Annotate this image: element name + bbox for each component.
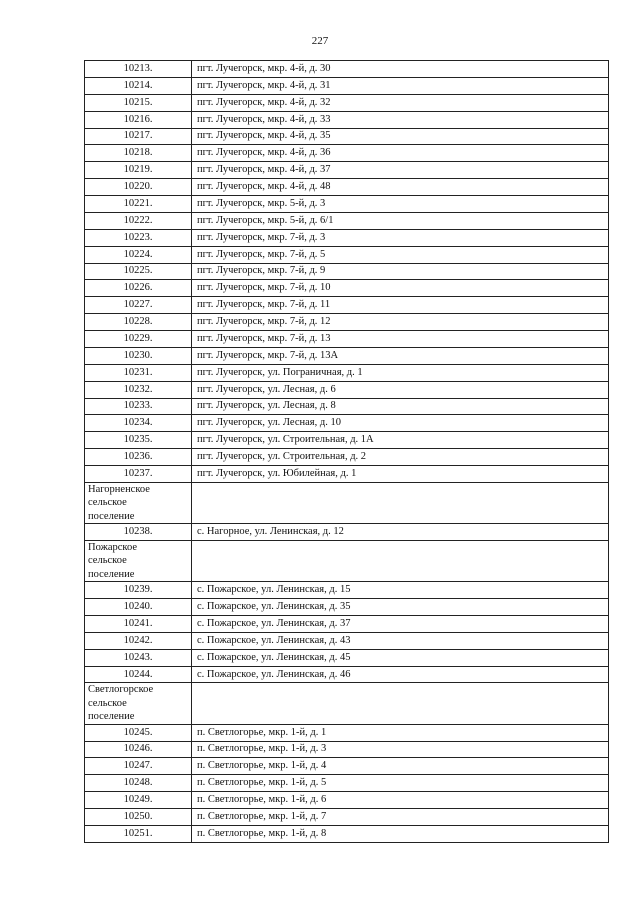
- empty-cell: [192, 683, 609, 724]
- table-row: [85, 649, 609, 666]
- entry-address: п. Светлогорье, мкр. 1-й, д. 4: [192, 758, 609, 775]
- entry-number: 10251.: [85, 825, 192, 842]
- table-row: [85, 724, 609, 741]
- entry-address: пгт. Лучегорск, мкр. 4-й, д. 36: [192, 145, 609, 162]
- entry-address: с. Нагорное, ул. Ленинская, д. 12: [192, 524, 609, 541]
- entry-address: пгт. Лучегорск, мкр. 7-й, д. 13А: [192, 347, 609, 364]
- entry-number: 10231.: [85, 364, 192, 381]
- table-row: [85, 758, 609, 775]
- empty-cell: [192, 482, 609, 523]
- table-row: [85, 632, 609, 649]
- entry-address: пгт. Лучегорск, мкр. 4-й, д. 48: [192, 179, 609, 196]
- entry-number: 10215.: [85, 94, 192, 111]
- table-row: [85, 263, 609, 280]
- settlement-heading-line: Светлогорское: [88, 684, 154, 696]
- entry-address: с. Пожарское, ул. Ленинская, д. 35: [192, 599, 609, 616]
- entry-number: 10241.: [85, 615, 192, 632]
- entry-address: с. Пожарское, ул. Ленинская, д. 43: [192, 632, 609, 649]
- table-row: [85, 466, 609, 483]
- table-row: [85, 599, 609, 616]
- table-row: [85, 111, 609, 128]
- entry-address: пгт. Лучегорск, мкр. 4-й, д. 37: [192, 162, 609, 179]
- entry-address: пгт. Лучегорск, мкр. 4-й, д. 30: [192, 61, 609, 78]
- table-row: [85, 246, 609, 263]
- table-row: [85, 314, 609, 331]
- entry-number: 10213.: [85, 61, 192, 78]
- entry-address: п. Светлогорье, мкр. 1-й, д. 5: [192, 775, 609, 792]
- entry-address: пгт. Лучегорск, мкр. 4-й, д. 35: [192, 128, 609, 145]
- table-row: [85, 94, 609, 111]
- entry-address: пгт. Лучегорск, мкр. 4-й, д. 31: [192, 77, 609, 94]
- settlement-heading-line: поселение: [88, 568, 135, 580]
- entry-address: пгт. Лучегорск, мкр. 7-й, д. 11: [192, 297, 609, 314]
- entry-number: 10240.: [85, 599, 192, 616]
- entry-address: п. Светлогорье, мкр. 1-й, д. 6: [192, 792, 609, 809]
- table-row: [85, 229, 609, 246]
- entry-address: с. Пожарское, ул. Ленинская, д. 46: [192, 666, 609, 683]
- entry-number: 10237.: [85, 466, 192, 483]
- entry-address: п. Светлогорье, мкр. 1-й, д. 1: [192, 724, 609, 741]
- settlement-heading: [85, 540, 192, 581]
- entry-address: п. Светлогорье, мкр. 1-й, д. 3: [192, 741, 609, 758]
- entry-number: 10214.: [85, 77, 192, 94]
- entry-number: 10242.: [85, 632, 192, 649]
- entry-number: 10226.: [85, 280, 192, 297]
- entry-number: 10222.: [85, 212, 192, 229]
- entry-address: пгт. Лучегорск, мкр. 7-й, д. 3: [192, 229, 609, 246]
- entry-number: 10239.: [85, 582, 192, 599]
- entry-number: 10229.: [85, 331, 192, 348]
- entry-address: с. Пожарское, ул. Ленинская, д. 37: [192, 615, 609, 632]
- section-row: [85, 482, 609, 523]
- entry-number: 10225.: [85, 263, 192, 280]
- section-row: [85, 540, 609, 581]
- settlement-heading-line: сельское: [88, 697, 127, 709]
- table-row: [85, 331, 609, 348]
- table-body: [85, 61, 609, 843]
- entry-number: 10244.: [85, 666, 192, 683]
- entry-number: 10220.: [85, 179, 192, 196]
- settlement-heading-line: поселение: [88, 711, 135, 723]
- entry-address: пгт. Лучегорск, ул. Лесная, д. 10: [192, 415, 609, 432]
- table-row: [85, 162, 609, 179]
- entry-address: пгт. Лучегорск, ул. Строительная, д. 1А: [192, 432, 609, 449]
- entry-number: 10221.: [85, 196, 192, 213]
- table-row: [85, 809, 609, 826]
- settlement-heading-line: Пожарское: [88, 541, 138, 553]
- entry-address: пгт. Лучегорск, ул. Лесная, д. 8: [192, 398, 609, 415]
- entry-number: 10228.: [85, 314, 192, 331]
- entry-number: 10219.: [85, 162, 192, 179]
- table-row: [85, 381, 609, 398]
- table-row: [85, 212, 609, 229]
- entry-number: 10218.: [85, 145, 192, 162]
- page-number: 227: [311, 35, 329, 47]
- entry-address: пгт. Лучегорск, ул. Строительная, д. 2: [192, 449, 609, 466]
- settlement-heading: [85, 482, 192, 523]
- table-row: [85, 792, 609, 809]
- table-row: [85, 145, 609, 162]
- entry-address: пгт. Лучегорск, мкр. 5-й, д. 3: [192, 196, 609, 213]
- entry-number: 10217.: [85, 128, 192, 145]
- table-row: [85, 582, 609, 599]
- table-row: [85, 615, 609, 632]
- table-row: [85, 364, 609, 381]
- entry-address: п. Светлогорье, мкр. 1-й, д. 7: [192, 809, 609, 826]
- entry-address: пгт. Лучегорск, мкр. 7-й, д. 13: [192, 331, 609, 348]
- table-row: [85, 741, 609, 758]
- entry-number: 10250.: [85, 809, 192, 826]
- entry-address: пгт. Лучегорск, мкр. 4-й, д. 33: [192, 111, 609, 128]
- table-row: [85, 825, 609, 842]
- table-row: [85, 449, 609, 466]
- entry-address: пгт. Лучегорск, ул. Лесная, д. 6: [192, 381, 609, 398]
- entry-number: 10233.: [85, 398, 192, 415]
- table-row: [85, 196, 609, 213]
- entry-address: пгт. Лучегорск, мкр. 7-й, д. 12: [192, 314, 609, 331]
- entry-address: пгт. Лучегорск, ул. Пограничная, д. 1: [192, 364, 609, 381]
- entry-address: с. Пожарское, ул. Ленинская, д. 45: [192, 649, 609, 666]
- entry-number: 10238.: [85, 524, 192, 541]
- settlement-heading-line: сельское: [88, 555, 127, 567]
- table-row: [85, 77, 609, 94]
- entry-number: 10243.: [85, 649, 192, 666]
- entry-number: 10216.: [85, 111, 192, 128]
- entry-number: 10236.: [85, 449, 192, 466]
- address-table: [84, 60, 609, 843]
- table-row: [85, 432, 609, 449]
- entry-address: пгт. Лучегорск, мкр. 7-й, д. 10: [192, 280, 609, 297]
- entry-number: 10232.: [85, 381, 192, 398]
- entry-number: 10245.: [85, 724, 192, 741]
- entry-number: 10235.: [85, 432, 192, 449]
- entry-address: пгт. Лучегорск, ул. Юбилейная, д. 1: [192, 466, 609, 483]
- settlement-heading-line: Нагорненское: [88, 483, 150, 495]
- table-row: [85, 415, 609, 432]
- entry-address: п. Светлогорье, мкр. 1-й, д. 8: [192, 825, 609, 842]
- settlement-heading-line: сельское: [88, 497, 127, 509]
- entry-address: пгт. Лучегорск, мкр. 5-й, д. 6/1: [192, 212, 609, 229]
- table-row: [85, 297, 609, 314]
- table-row: [85, 666, 609, 683]
- table-row: [85, 775, 609, 792]
- empty-cell: [192, 540, 609, 581]
- entry-number: 10227.: [85, 297, 192, 314]
- table-row: [85, 61, 609, 78]
- entry-number: 10249.: [85, 792, 192, 809]
- entry-number: 10234.: [85, 415, 192, 432]
- table-row: [85, 347, 609, 364]
- entry-address: пгт. Лучегорск, мкр. 4-й, д. 32: [192, 94, 609, 111]
- table-row: [85, 179, 609, 196]
- entry-address: пгт. Лучегорск, мкр. 7-й, д. 5: [192, 246, 609, 263]
- entry-number: 10224.: [85, 246, 192, 263]
- entry-address: с. Пожарское, ул. Ленинская, д. 15: [192, 582, 609, 599]
- entry-number: 10246.: [85, 741, 192, 758]
- table-row: [85, 398, 609, 415]
- table-row: [85, 524, 609, 541]
- entry-number: 10230.: [85, 347, 192, 364]
- entry-number: 10223.: [85, 229, 192, 246]
- entry-address: пгт. Лучегорск, мкр. 7-й, д. 9: [192, 263, 609, 280]
- entry-number: 10248.: [85, 775, 192, 792]
- entry-number: 10247.: [85, 758, 192, 775]
- table-row: [85, 128, 609, 145]
- settlement-heading: [85, 683, 192, 724]
- section-row: [85, 683, 609, 724]
- table-row: [85, 280, 609, 297]
- settlement-heading-line: поселение: [88, 510, 135, 522]
